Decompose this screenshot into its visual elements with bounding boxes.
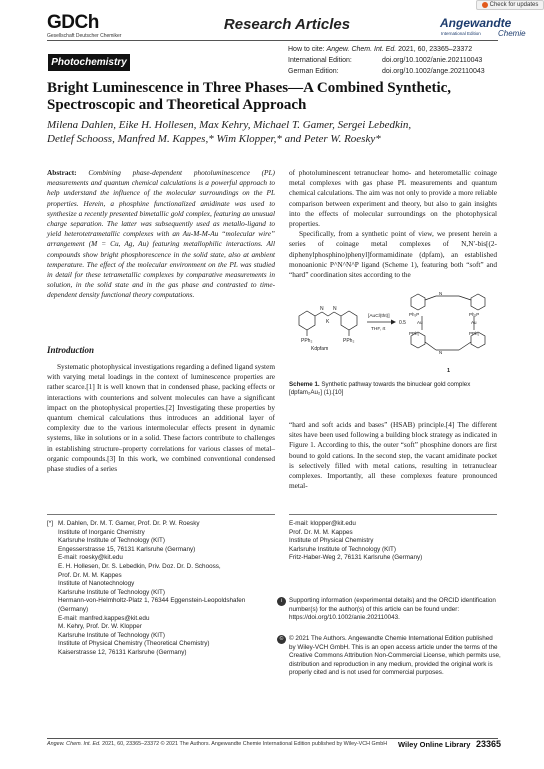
how-to-cite-journal: Angew. Chem. Int. Ed. (326, 46, 397, 53)
aff-line: Karlsruhe Institute of Technology (KIT) (58, 588, 165, 596)
paragraph-1: of photoluminescent tetranuclear homo- and heterometallic coinage metal complexes with gas phase PL measurements and quantum chemical calculations. The aim was not only to provide a more reliable comparison between experiment and theory, but also to gain insights into the effects of molecular surroundings on the photophysical properties. (289, 168, 497, 229)
how-to-cite-volume: 2021, 60, 23365–23372 (396, 46, 473, 53)
scheme-1-figure (289, 288, 497, 380)
introduction-heading: Introduction (47, 345, 95, 355)
aff-line: Kaiserstrasse 12, 76131 Karlsruhe (Germany) (58, 648, 187, 656)
scheme-reagent: [AuCl(tht)] (368, 314, 390, 319)
footer-rest: 2021, 60, 23365–23372 © 2021 The Authors. Angewandte Chemie International Edition published by Wiley-VCH GmbH (100, 741, 388, 747)
license-notice (279, 635, 501, 678)
scheme-label-compound-1: 1 (447, 368, 451, 374)
publisher-logo: GDCh (47, 12, 99, 33)
scheme-pph2-c1: PPh₂ (409, 331, 420, 336)
scheme-coefficient: 0.5 (399, 320, 406, 326)
footer-divider (47, 738, 498, 739)
reaction-arrow-head (391, 320, 396, 325)
title-line-1: Bright Luminescence in Three Phases—A Combined Synthetic, (47, 80, 452, 96)
open-access-icon: © (277, 635, 286, 644)
category-tag: Photochemistry (48, 54, 130, 71)
aff-line: (Germany) (58, 605, 89, 613)
aff-line: Institute of Physical Chemistry (289, 537, 374, 545)
right-column-top (289, 168, 497, 280)
supporting-info-text: Supporting information (experimental details) and the ORCID identification number(s) for the author(s) of this article can be found under: (289, 597, 496, 613)
aff-line: M. Dahlen, Dr. M. T. Gamer, Prof. Dr. P. W. Roesky (58, 520, 200, 527)
footnote-divider-left (47, 514, 275, 515)
scheme-label-kdpfam: Kdpfam (311, 346, 329, 352)
publisher-logo-subtitle: Gesellschaft Deutscher Chemiker (47, 33, 122, 39)
email-link[interactable]: E-mail: klopper@kit.edu (289, 520, 356, 527)
journal-logo-subtitle: International Edition (441, 31, 481, 36)
affiliations-right (289, 520, 497, 563)
footnote-divider-right (289, 514, 497, 515)
check-updates-button[interactable] (476, 0, 544, 10)
paragraph-3: “hard and soft acids and bases” (HSAB) principle.[4] The different sites have been used following a building block strategy as indicated in Figure 1. According to this, the outer “soft” phosphine donors are first bound to gold cations. In the second step, the vacant amidinate pocket is selectively filled with metal cations, resulting in tetranuclear complexes. Importantly, all these complexes feature pronounced metal- (289, 420, 497, 491)
scheme-pph2-c2: PPh₂ (469, 331, 480, 336)
section-heading: Research Articles (223, 16, 351, 33)
scheme-atom-n2: N (333, 306, 337, 312)
footnote-marker: [*] (47, 520, 53, 527)
aff-line: Karlsruhe Institute of Technology (KIT) (58, 631, 165, 639)
aff-line: Prof. Dr. M. M. Kappes (58, 571, 122, 579)
authors-line-1: Milena Dahlen, Eike H. Hollesen, Max Kehry, Michael T. Gamer, Sergei Lebedkin, (47, 119, 412, 131)
abstract (47, 168, 275, 301)
aff-line: Engesserstrasse 15, 76131 Karlsruhe (Germany) (58, 545, 196, 553)
intl-edition-label: International Edition: (288, 57, 352, 64)
abstract-text: Combining phase-dependent photoluminescence (PL) measurements and quantum chemical calculations is a powerful approach to help understand the influence of the molecular surroundings on the PL properties. Herein, a phosphine functionalized amidinate was used to synthesize a recently presented bimetallic gold complex, featuring an unusual charge separation. The latter was subsequently used as metallo-ligand to yield heterotetrametallic complexes with an Au-M-M-Au “molecular wire” arrangement (M = Cu, Ag, Au) featuring metallophilic interactions. All compounds show bright phosphorescence in the solid state, also at ambient temperature. The effect of the molecular environment on the PL was studied in detail for these tetrametallic complexes by comparative measurements in solution, in the solid state and in the gas phase and contrasted to time-dependent density functional theory computations. (47, 168, 275, 300)
aff-line: M. Kehry, Prof. Dr. W. Klopper (58, 623, 142, 631)
paragraph-2: Specifically, from a synthetic point of view, we present herein a series of coinage metal complexes of N,N′-bis[(2-diphenylphosphino)phenyl]formamidinate (dpfam), an established monoanionic P^N^N^P ligand (Scheme 1), featuring both “soft” and “hard” coordination sites according to the (289, 229, 497, 280)
scheme-atom-n4: N (439, 350, 443, 355)
aff-line: Hermann-von-Helmholtz-Platz 1, 76344 Eggenstein-Leopoldshafen (58, 597, 246, 605)
introduction-text: Systematic photophysical investigations regarding a defined ligand system with varying metal loadings in the context of luminescence properties are rather scarce.[1] It is well known that in condensed phase, packing effects or interactions with counterions and solvent molecules can have a significant impact on the photophysical properties.[2] Investigating these properties by quantum chemical calculations thus introduces an additional layer of complexity due to the various intermolecular effects present in dynamic systems, like in solutions or in a solid. These factors contribute to challenges in establishing structure–property correlations for various classes of metal–organic compounds.[3] In this work, we combined conventional condensed phase studies of a series (47, 362, 275, 474)
email-link[interactable]: E-mail: manfred.kappes@kit.edu (58, 614, 150, 622)
wiley-online-library-link[interactable]: Wiley Online Library (398, 740, 471, 749)
aff-line: Institute of Nanotechnology (58, 580, 135, 588)
aff-line: E. H. Hollesen, Dr. S. Lebedkin, Priv. Doz. Dr. D. Schooss, (58, 562, 221, 570)
affiliations-left (47, 520, 275, 658)
scheme-caption (289, 381, 497, 397)
article-title (47, 80, 507, 114)
supporting-info-link[interactable]: https://doi.org/10.1002/anie.202110043. (289, 614, 400, 622)
scheme-au-right: Au (471, 320, 477, 325)
refresh-icon (482, 2, 488, 8)
title-line-2: Spectroscopic and Theoretical Approach (47, 97, 307, 113)
scheme-atom-n3: N (439, 291, 443, 296)
author-list (47, 118, 507, 146)
scheme-caption-text: Synthetic pathway towards the binuclear gold complex [dpfam₂Au₂] (1).[10] (289, 381, 471, 396)
check-updates-label: Check for updates (489, 2, 539, 8)
aff-line: Karlsruhe Institute of Technology (KIT) (58, 537, 165, 545)
how-to-cite-label: How to cite: (288, 46, 325, 53)
email-link[interactable]: E-mail: roesky@kit.edu (58, 554, 123, 562)
license-text: © 2021 The Authors. Angewandte Chemie International Edition published by Wiley-VCH GmbH. This is an open access article under the terms of the Creative Commons Attribution Non-Commercial License, which permits use, distribution and reproduction in any medium, provided the original work is properly cited and is not used for commercial purposes. (289, 635, 501, 677)
intl-edition-doi-link[interactable]: doi.org/10.1002/anie.202110043 (382, 57, 483, 64)
scheme-atom-k: K (326, 319, 330, 325)
german-edition-doi-link[interactable]: doi.org/10.1002/ange.202110043 (382, 68, 485, 75)
footer-journal: Angew. Chem. Int. Ed. (47, 741, 101, 747)
journal-logo-chemie: Chemie (498, 29, 526, 38)
abstract-label: Abstract: (47, 168, 77, 177)
aff-line: Prof. Dr. M. M. Kappes (289, 528, 353, 536)
german-edition-label: German Edition: (288, 68, 339, 75)
page-number: 23365 (476, 739, 502, 749)
how-to-cite (288, 46, 472, 53)
scheme-au-left: Au (417, 320, 423, 325)
scheme-ph2p-right: Ph₂P (469, 312, 480, 317)
scheme-caption-label: Scheme 1. (289, 381, 320, 388)
scheme-atom-n1: N (320, 306, 324, 312)
authors-line-2: Detlef Schooss, Manfred M. Kappes,* Wim Klopper,* and Peter W. Roesky* (47, 133, 381, 145)
scheme-pph2-left: PPh₂ (301, 338, 313, 344)
scheme-pph2-right: PPh₂ (343, 338, 355, 344)
supporting-info (280, 597, 501, 623)
footer-citation (47, 741, 387, 747)
aff-line: Institute of Physical Chemistry (Theoretical Chemistry) (58, 640, 210, 648)
supporting-info-icon: i (277, 597, 286, 606)
scheme-ph2p-left: Ph₂P (409, 312, 420, 317)
aff-line: Institute of Inorganic Chemistry (58, 528, 145, 536)
aff-line: Karlsruhe Institute of Technology (KIT) (289, 545, 396, 553)
header-divider (47, 40, 498, 41)
journal-logo: Angewandte (440, 16, 512, 30)
aff-line: Fritz-Haber-Weg 2, 76131 Karlsruhe (Germany) (289, 554, 423, 562)
scheme-conditions: THF, rt (371, 327, 386, 332)
